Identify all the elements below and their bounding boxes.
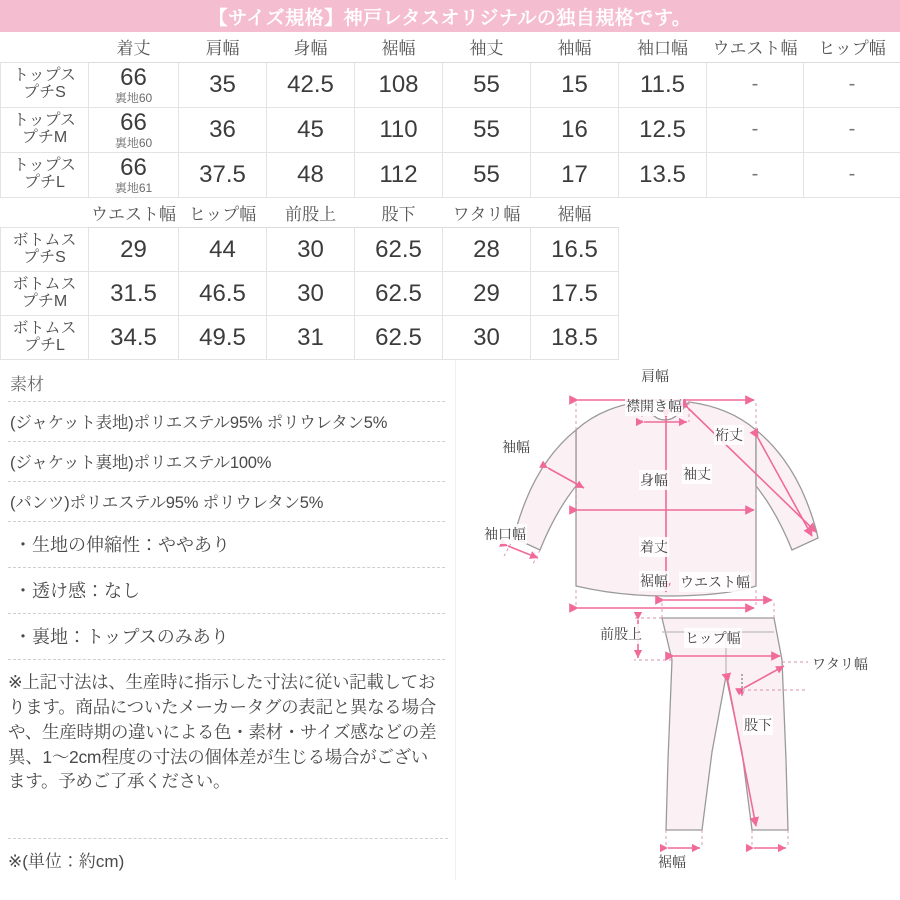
tops-l-kitake-value: 66 xyxy=(120,153,147,181)
tops-col-6: 袖幅 xyxy=(531,32,619,62)
tops-s-katahaba: 35 xyxy=(179,62,267,107)
label-cuff-width: 袖口幅 xyxy=(484,526,526,542)
tops-col-5: 袖丈 xyxy=(443,32,531,62)
bottoms-col-1: ウエスト幅 xyxy=(89,198,179,228)
bottoms-l-blank-1 xyxy=(619,316,707,360)
label-hem-width: 裾幅 xyxy=(640,573,668,589)
bottoms-l-matashita: 62.5 xyxy=(355,316,443,360)
bottoms-col-blank-3 xyxy=(804,198,900,228)
label-chest-width: 身幅 xyxy=(640,472,668,488)
bottoms-l-blank-3 xyxy=(804,316,900,360)
tops-row-label-s-line2: プチS xyxy=(23,83,66,101)
bottoms-s-blank-2 xyxy=(707,228,804,272)
tops-col-3: 身幅 xyxy=(267,32,355,62)
bottoms-row-label-m-line2: プチM xyxy=(21,292,68,310)
bottoms-m-blank-1 xyxy=(619,272,707,316)
bottoms-m-watari: 29 xyxy=(443,272,531,316)
material-pane xyxy=(0,360,455,880)
material-line-1: (ジャケット表地)ポリエステル95% ポリウレタン5% xyxy=(8,401,445,442)
tops-s-sodeguchihaba: 11.5 xyxy=(619,62,707,107)
label-front-rise: 前股上 xyxy=(600,626,642,642)
label-body-length: 着丈 xyxy=(640,539,668,555)
bottoms-s-waist: 29 xyxy=(89,228,179,272)
bottoms-col-2: ヒップ幅 xyxy=(179,198,267,228)
tops-l-sodetake: 55 xyxy=(443,152,531,197)
bottoms-s-susohaba: 16.5 xyxy=(531,228,619,272)
bottoms-s-maematagami: 30 xyxy=(267,228,355,272)
bottoms-row-label-s-line2: プチS xyxy=(23,248,66,266)
table-row xyxy=(1,152,900,197)
tops-col-0 xyxy=(1,32,89,62)
tops-s-hip: - xyxy=(804,62,900,107)
label-pants-hem-width: 裾幅 xyxy=(658,854,686,870)
table-row xyxy=(1,316,900,360)
tops-row-label-s xyxy=(1,62,89,107)
tops-col-1: 着丈 xyxy=(89,32,179,62)
bottoms-col-4: 股下 xyxy=(355,198,443,228)
tops-row-label-l xyxy=(1,152,89,197)
tops-m-mihaba: 45 xyxy=(267,107,355,152)
tops-s-susohaba: 108 xyxy=(355,62,443,107)
tops-l-sodehaba: 17 xyxy=(531,152,619,197)
tops-m-sodehaba: 16 xyxy=(531,107,619,152)
page-title-bar xyxy=(0,0,900,32)
bottoms-row-label-l xyxy=(1,316,89,360)
tops-m-kitake xyxy=(89,107,179,152)
bottoms-m-susohaba: 17.5 xyxy=(531,272,619,316)
tops-l-kitake-sub: 裏地61 xyxy=(114,180,153,195)
bottoms-m-blank-2 xyxy=(707,272,804,316)
tops-col-4: 裾幅 xyxy=(355,32,443,62)
table-row xyxy=(1,107,900,152)
measurement-diagram xyxy=(455,360,900,880)
bottoms-row-label-l-line2: プチL xyxy=(24,336,65,354)
tops-l-hip: - xyxy=(804,152,900,197)
tops-row-label-l-line2: プチL xyxy=(24,173,65,191)
bottoms-l-waist: 34.5 xyxy=(89,316,179,360)
bottoms-m-waist: 31.5 xyxy=(89,272,179,316)
tops-m-kitake-value: 66 xyxy=(120,108,147,136)
lower-section xyxy=(0,360,900,880)
bottoms-l-blank-2 xyxy=(707,316,804,360)
label-sleeve-length: 袖丈 xyxy=(683,466,711,482)
label-neck-opening: 襟開き幅 xyxy=(626,398,682,414)
tops-s-mihaba: 42.5 xyxy=(267,62,355,107)
bottoms-row-label-s xyxy=(1,228,89,272)
bottoms-l-susohaba: 18.5 xyxy=(531,316,619,360)
bottoms-col-blank-1 xyxy=(619,198,707,228)
label-inseam: 股下 xyxy=(744,717,772,733)
tops-col-7: 袖口幅 xyxy=(619,32,707,62)
tops-s-kitake-sub: 裏地60 xyxy=(114,90,153,105)
bottoms-s-blank-1 xyxy=(619,228,707,272)
tops-s-sodehaba: 15 xyxy=(531,62,619,107)
tops-s-kitake xyxy=(89,62,179,107)
tops-size-table xyxy=(0,32,900,198)
label-thigh-width: ワタリ幅 xyxy=(812,656,868,672)
tops-m-katahaba: 36 xyxy=(179,107,267,152)
bottoms-row-label-m-line1: ボトムス xyxy=(12,275,77,293)
bottoms-col-3: 前股上 xyxy=(267,198,355,228)
bottoms-header-row xyxy=(1,198,900,228)
material-bullet-lining: ・裏地：トップスのみあり xyxy=(8,614,445,660)
tops-m-sodeguchihaba: 12.5 xyxy=(619,107,707,152)
tops-row-label-m-line1: トップス xyxy=(13,111,76,129)
bottoms-m-maematagami: 30 xyxy=(267,272,355,316)
bottoms-l-hip: 49.5 xyxy=(179,316,267,360)
bottoms-m-hip: 46.5 xyxy=(179,272,267,316)
table-row xyxy=(1,228,900,272)
tops-l-sodeguchihaba: 13.5 xyxy=(619,152,707,197)
arrow-cuff-width xyxy=(508,546,538,558)
tops-col-9: ヒップ幅 xyxy=(804,32,900,62)
material-bullet-stretch: ・生地の伸縮性：ややあり xyxy=(8,522,445,568)
tops-m-waist: - xyxy=(707,107,804,152)
bottoms-m-blank-3 xyxy=(804,272,900,316)
measurement-note: ※上記寸法は、生産時に指示した寸法に従い記載しております。商品についたメーカータグの表記と異なる場合や、生産時期の違いによる色・素材・サイズ感などの差異、1～2cm程度の寸法の個体差が生じる場合がございます。予めご了承ください。 xyxy=(8,672,437,792)
bottoms-m-matashita: 62.5 xyxy=(355,272,443,316)
bottoms-row-label-m xyxy=(1,272,89,316)
bottoms-s-watari: 28 xyxy=(443,228,531,272)
tops-l-kitake xyxy=(89,152,179,197)
unit-note: ※(単位：約cm) xyxy=(8,838,448,872)
tops-s-sodetake: 55 xyxy=(443,62,531,107)
tops-row-label-m-line2: プチM xyxy=(21,128,68,146)
tops-m-kitake-sub: 裏地60 xyxy=(114,135,153,150)
table-row xyxy=(1,272,900,316)
bottoms-l-watari: 30 xyxy=(443,316,531,360)
bottoms-row-label-s-line1: ボトムス xyxy=(12,231,77,249)
tops-l-mihaba: 48 xyxy=(267,152,355,197)
tops-header-row xyxy=(1,32,900,62)
label-shoulder-width: 肩幅 xyxy=(641,368,669,384)
label-waist-width: ウエスト幅 xyxy=(680,574,750,590)
tops-row-label-l-line1: トップス xyxy=(13,156,76,174)
bottoms-s-hip: 44 xyxy=(179,228,267,272)
label-sleeve-width: 袖幅 xyxy=(502,439,530,455)
label-sleeve-total-length: 裄丈 xyxy=(715,427,743,443)
material-line-2: (ジャケット裏地)ポリエステル100% xyxy=(8,442,445,482)
tops-col-8: ウエスト幅 xyxy=(707,32,804,62)
tops-s-waist: - xyxy=(707,62,804,107)
bottoms-size-table xyxy=(0,198,900,361)
material-line-3: (パンツ)ポリエステル95% ポリウレタン5% xyxy=(8,482,445,522)
bottoms-s-blank-3 xyxy=(804,228,900,272)
tops-l-katahaba: 37.5 xyxy=(179,152,267,197)
tops-col-2: 肩幅 xyxy=(179,32,267,62)
table-row xyxy=(1,62,900,107)
bottoms-row-label-l-line1: ボトムス xyxy=(12,319,77,337)
tops-s-kitake-value: 66 xyxy=(120,63,147,91)
tops-l-susohaba: 112 xyxy=(355,152,443,197)
bottoms-col-0 xyxy=(1,198,89,228)
bottoms-col-6: 裾幅 xyxy=(531,198,619,228)
tops-m-susohaba: 110 xyxy=(355,107,443,152)
bottoms-col-5: ワタリ幅 xyxy=(443,198,531,228)
size-tables xyxy=(0,32,900,360)
tops-m-sodetake: 55 xyxy=(443,107,531,152)
label-hip-width: ヒップ幅 xyxy=(685,630,741,646)
bottoms-col-blank-2 xyxy=(707,198,804,228)
bottoms-s-matashita: 62.5 xyxy=(355,228,443,272)
tops-m-hip: - xyxy=(804,107,900,152)
page-title: 【サイズ規格】神戸レタスオリジナルの独自規格です。 xyxy=(208,7,692,29)
tops-l-waist: - xyxy=(707,152,804,197)
tops-row-label-s-line1: トップス xyxy=(13,66,76,84)
bottoms-l-maematagami: 31 xyxy=(267,316,355,360)
material-title: 素材 xyxy=(10,375,44,394)
tops-row-label-m xyxy=(1,107,89,152)
material-bullet-sheer: ・透け感：なし xyxy=(8,568,445,614)
